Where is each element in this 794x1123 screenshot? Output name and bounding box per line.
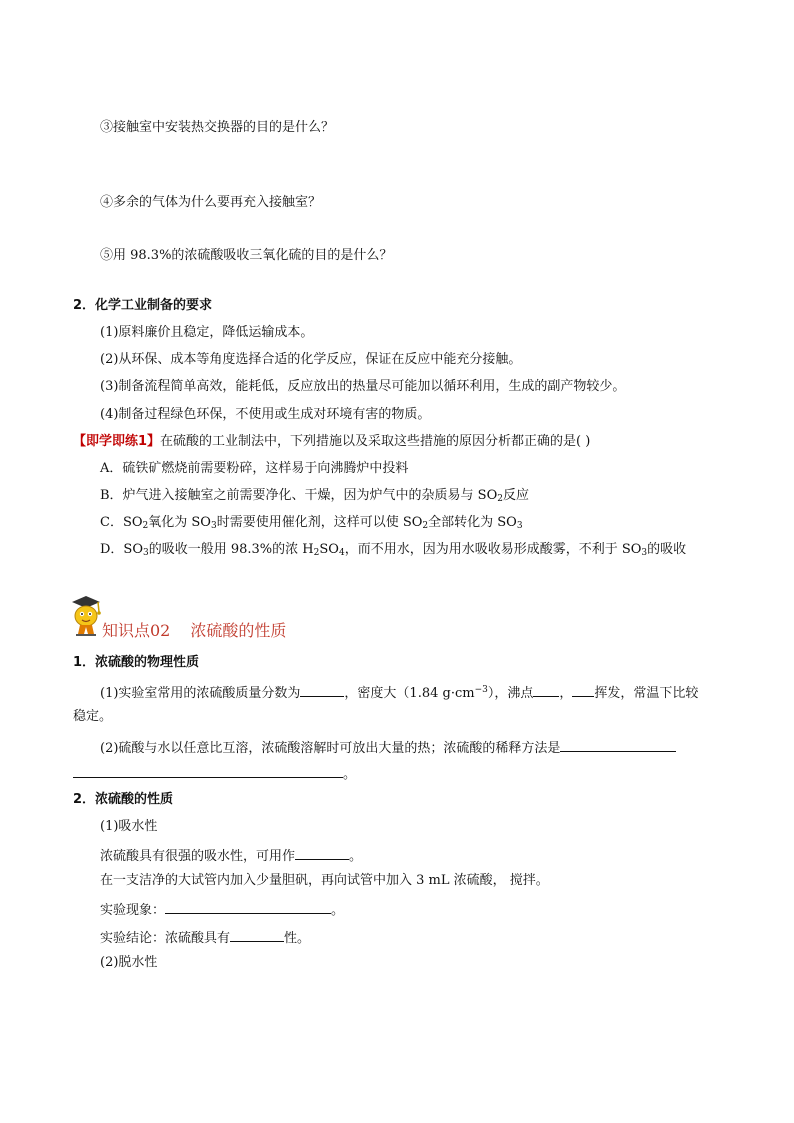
absorption-line-3: 实验现象： 。: [100, 899, 344, 920]
physical-para-2-cont: 。: [73, 763, 356, 784]
requirement-item-2: (2)从环保、成本等角度选择合适的化学反应，保证在反应中能充分接触。: [100, 352, 522, 367]
requirement-item-1: (1)原料廉价且稳定，降低运输成本。: [100, 325, 314, 340]
blank-field[interactable]: [560, 737, 676, 752]
requirement-item-3: (3)制备流程简单高效，能耗低，反应放出的热量尽可能加以循环利用，生成的副产物较少。: [100, 379, 626, 394]
blank-field[interactable]: [230, 927, 284, 942]
blank-field[interactable]: [533, 682, 559, 697]
section-heading-properties: 2．浓硫酸的性质: [73, 792, 174, 807]
practice-stem: 在硫酸的工业制法中，下列措施以及采取这些措施的原因分析都正确的是( ): [160, 434, 591, 449]
question-4: ④多余的气体为什么要再充入接触室？: [100, 195, 322, 210]
question-3: ③接触室中安装热交换器的目的是什么？: [100, 120, 335, 135]
requirement-item-4: (4)制备过程绿色环保，不使用或生成对环境有害的物质。: [100, 407, 431, 422]
absorption-line-1: 浓硫酸具有很强的吸水性，可用作 。: [100, 845, 362, 866]
option-a: A．硫铁矿燃烧前需要粉碎，这样易于向沸腾炉中投料: [100, 461, 409, 476]
practice-tag: 【即学即练1】: [73, 434, 161, 449]
blank-field[interactable]: [165, 899, 331, 914]
option-b: B．炉气进入接触室之前需要净化、干燥，因为炉气中的杂质易与 $SO_2$反应: [100, 488, 529, 504]
section-heading-requirements: 2．化学工业制备的要求: [73, 298, 213, 313]
section-heading-physical: 1．浓硫酸的物理性质: [73, 655, 200, 670]
blank-field[interactable]: [73, 763, 343, 778]
physical-para-2: (2)硫酸与水以任意比互溶，浓硫酸溶解时可放出大量的热；浓硫酸的稀释方法是: [100, 737, 676, 758]
knowledge-point-heading: [102, 618, 286, 641]
blank-field[interactable]: [295, 845, 349, 860]
option-d: D．$SO_3$的吸收一般用 98.3%的浓 $H_2SO_4$，而不用水，因为用水吸收易形成酸雾，不利于 $SO_3$的吸收: [100, 542, 687, 558]
option-c: C．$SO_2$氧化为 $SO_3$时需要使用催化剂，这样可以使 $SO_2$全部转化为 $SO_3$: [100, 515, 523, 531]
subheading-dehydration: (2)脱水性: [100, 955, 158, 970]
scholar-mascot-icon: [68, 594, 102, 638]
absorption-line-4: 实验结论：浓硫酸具有 性。: [100, 927, 310, 948]
physical-para-1-cont: 稳定。: [73, 709, 113, 724]
knowledge-point-title: 浓硫酸的性质: [190, 621, 287, 640]
knowledge-point-label: 知识点02: [102, 621, 171, 640]
blank-field[interactable]: [300, 682, 344, 697]
subheading-water-absorption: (1)吸水性: [100, 819, 158, 834]
blank-field[interactable]: [572, 682, 594, 697]
practice-question: [73, 433, 590, 451]
absorption-line-2: 在一支洁净的大试管内加入少量胆矾，再向试管中加入 3 mL 浓硫酸， 搅拌。: [100, 873, 549, 888]
physical-para-1: (1)实验室常用的浓硫酸质量分数为 ，密度大（1.84 $g\cdot cm^{-3}$），沸点 ， 挥发，常温下比较: [100, 681, 698, 703]
question-5: ⑤用 98.3%的浓硫酸吸收三氧化硫的目的是什么？: [100, 248, 393, 263]
